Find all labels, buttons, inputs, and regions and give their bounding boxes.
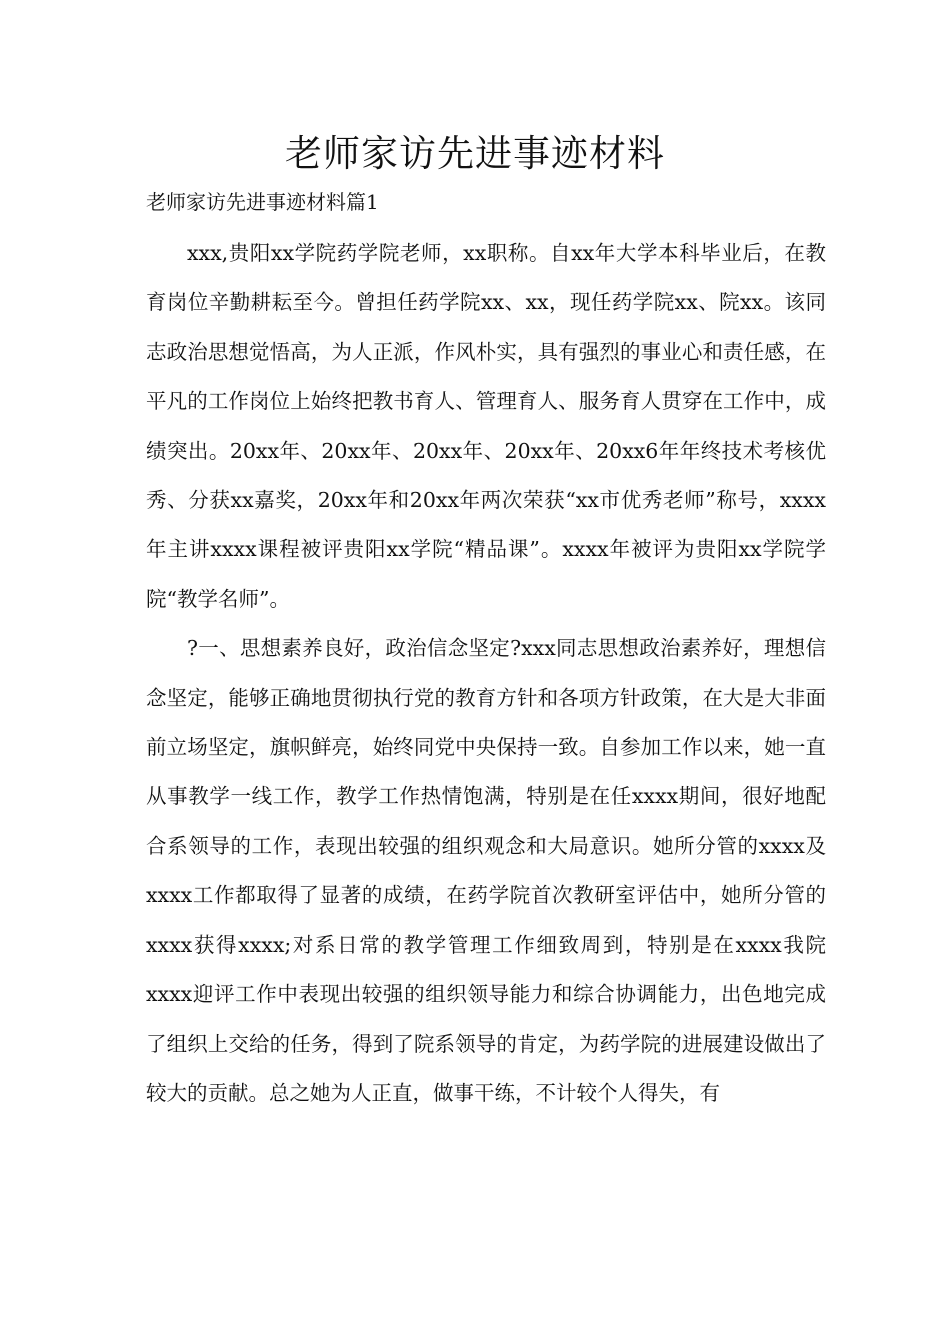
section-subtitle: 老师家访先进事迹材料篇1	[146, 190, 379, 214]
paragraph-1: xxx,贵阳xx学院药学院老师，xx职称。自xx年大学本科毕业后，在教育岗位辛勤耕耘至今。曾担任药学院xx、xx，现任药学院xx、院xx。该同志政治思想觉悟高，为人正派，作风朴实，具有强烈的事业心和责任感，在平凡的工作岗位上始终把教书育人、管理育人、服务育人贯穿在工作中，成绩突出。20xx年、20xx年、20xx年、20xx年、20xx6年年终技术考核优秀、分获xx嘉奖，20xx年和20xx年两次荣获“xx市优秀老师”称号，xxxx年主讲xxxx课程被评贵阳xx学院“精品课”。xxxx年被评为贵阳xx学院学院“教学名师”。	[146, 241, 826, 611]
document-title: 老师家访先进事迹材料	[285, 132, 665, 175]
document-body	[146, 229, 826, 1118]
paragraph-2: ?一、思想素养良好，政治信念坚定?xxx同志思想政治素养好，理想信念坚定，能够正确地贯彻执行党的教育方针和各项方针政策，在大是大非面前立场坚定，旗帜鲜亮，始终同党中央保持一致。自参加工作以来，她一直从事教学一线工作，教学工作热情饱满，特别是在任xxxx期间，很好地配合系领导的工作，表现出较强的组织观念和大局意识。她所分管的xxxx及xxxx工作都取得了显著的成绩，在药学院首次教研室评估中，她所分管的xxxx获得xxxx;对系日常的教学管理工作细致周到，特别是在xxxx我院xxxx迎评工作中表现出较强的组织领导能力和综合协调能力，出色地完成了组织上交给的任务，得到了院系领导的肯定，为药学院的进展建设做出了较大的贡献。总之她为人正直，做事干练，不计较个人得失，有	[146, 636, 826, 1105]
